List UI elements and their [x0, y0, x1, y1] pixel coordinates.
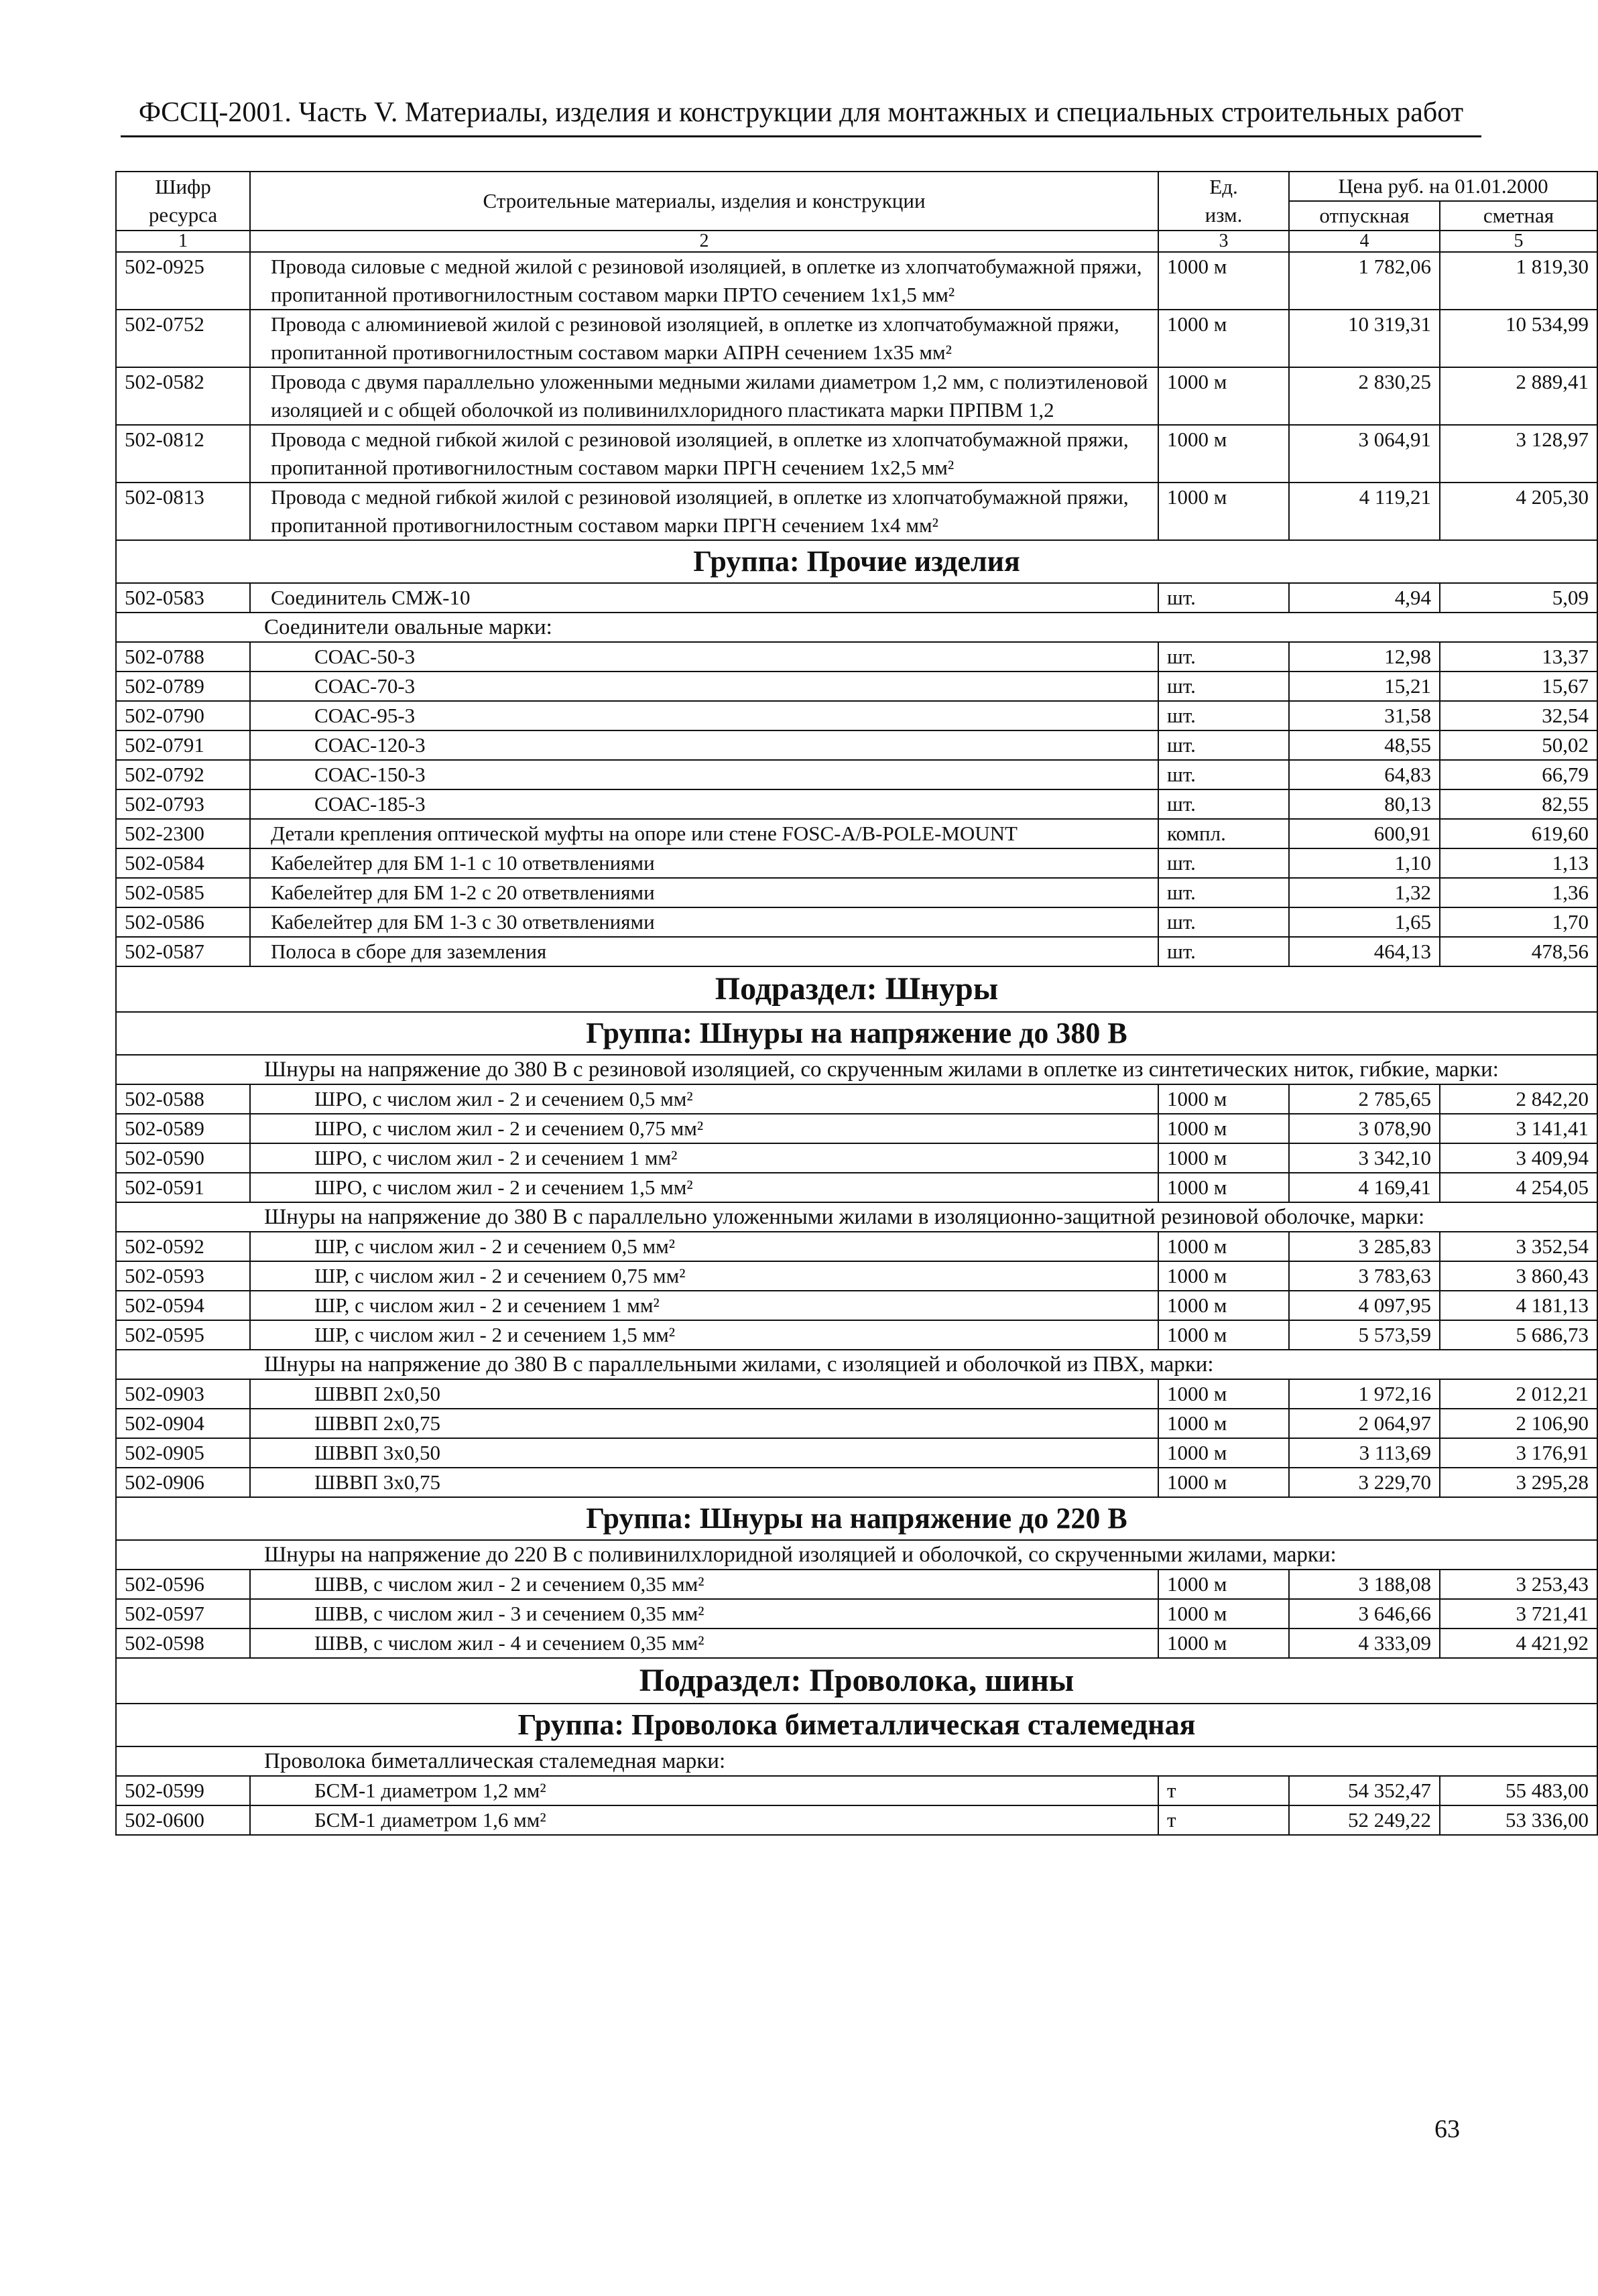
resource-code: 502-0904: [116, 1409, 250, 1438]
unit-of-measure: 1000 м: [1158, 367, 1289, 425]
column-index: 4: [1289, 231, 1440, 252]
material-name: ШВВ, с числом жил - 4 и сечением 0,35 мм²: [250, 1629, 1158, 1658]
resource-code: 502-0589: [116, 1114, 250, 1143]
column-index: 5: [1440, 231, 1597, 252]
material-name: ШВВП 2х0,50: [250, 1379, 1158, 1409]
unit-of-measure: 1000 м: [1158, 1114, 1289, 1143]
header-unit-line1: Ед.: [1209, 175, 1238, 198]
header-price: Цена руб. на 01.01.2000: [1289, 172, 1597, 201]
release-price: 15,21: [1289, 672, 1440, 701]
unit-of-measure: шт.: [1158, 878, 1289, 907]
resource-code: 502-0600: [116, 1805, 250, 1835]
unit-of-measure: 1000 м: [1158, 1409, 1289, 1438]
subsection-heading-row: [116, 966, 1597, 1012]
subgroup-label: Шнуры на напряжение до 380 В с параллельно уложенными жилами в изоляционно-защитной резиновой оболочке, марки:: [116, 1202, 1597, 1232]
unit-of-measure: 1000 м: [1158, 310, 1289, 367]
unit-of-measure: 1000 м: [1158, 1438, 1289, 1468]
resource-code: 502-0586: [116, 907, 250, 937]
resource-code: 502-0793: [116, 789, 250, 819]
resource-code: 502-2300: [116, 819, 250, 848]
material-name: Детали крепления оптической муфты на опоре или стене FOSC-A/B-POLE-MOUNT: [250, 819, 1158, 848]
material-name: ШР, с числом жил - 2 и сечением 0,75 мм²: [250, 1261, 1158, 1291]
material-name: Соединитель СМЖ-10: [250, 583, 1158, 613]
table-row: [116, 701, 1597, 730]
group-heading-row: [116, 540, 1597, 583]
resource-code: 502-0587: [116, 937, 250, 966]
release-price: 4 333,09: [1289, 1629, 1440, 1658]
table-row: [116, 1805, 1597, 1835]
unit-of-measure: 1000 м: [1158, 1570, 1289, 1599]
table-row: [116, 252, 1597, 310]
header-release: отпускная: [1289, 201, 1440, 231]
estimate-price: 2 842,20: [1440, 1084, 1597, 1114]
estimate-price: 13,37: [1440, 642, 1597, 672]
unit-of-measure: шт.: [1158, 907, 1289, 937]
resource-code: 502-0582: [116, 367, 250, 425]
estimate-price: 1,70: [1440, 907, 1597, 937]
estimate-price: 4 254,05: [1440, 1173, 1597, 1202]
estimate-price: 4 181,13: [1440, 1291, 1597, 1320]
estimate-price: 10 534,99: [1440, 310, 1597, 367]
release-price: 3 646,66: [1289, 1599, 1440, 1629]
release-price: 3 342,10: [1289, 1143, 1440, 1173]
estimate-price: 3 295,28: [1440, 1468, 1597, 1497]
release-price: 10 319,31: [1289, 310, 1440, 367]
material-name: СОАС-95-3: [250, 701, 1158, 730]
resource-code: 502-0812: [116, 425, 250, 483]
resource-code: 502-0591: [116, 1173, 250, 1202]
estimate-price: 53 336,00: [1440, 1805, 1597, 1835]
table-row: [116, 310, 1597, 367]
table-row: [116, 937, 1597, 966]
table-row: [116, 819, 1597, 848]
unit-of-measure: 1000 м: [1158, 1143, 1289, 1173]
estimate-price: 3 176,91: [1440, 1438, 1597, 1468]
resource-code: 502-0752: [116, 310, 250, 367]
resource-code: 502-0789: [116, 672, 250, 701]
release-price: 600,91: [1289, 819, 1440, 848]
table-row: [116, 483, 1597, 540]
estimate-price: 2 012,21: [1440, 1379, 1597, 1409]
estimate-price: 5 686,73: [1440, 1320, 1597, 1350]
header-code-line1: Шифр: [155, 175, 211, 198]
release-price: 1,32: [1289, 878, 1440, 907]
header-name: Строительные материалы, изделия и конструкции: [250, 172, 1158, 231]
column-index: 3: [1158, 231, 1289, 252]
resource-code: 502-0594: [116, 1291, 250, 1320]
resource-code: 502-0584: [116, 848, 250, 878]
resource-code: 502-0791: [116, 730, 250, 760]
unit-of-measure: 1000 м: [1158, 1084, 1289, 1114]
unit-of-measure: шт.: [1158, 730, 1289, 760]
estimate-price: 3 352,54: [1440, 1232, 1597, 1261]
group-heading-row: [116, 1704, 1597, 1746]
resource-code: 502-0598: [116, 1629, 250, 1658]
unit-of-measure: 1000 м: [1158, 1379, 1289, 1409]
release-price: 3 113,69: [1289, 1438, 1440, 1468]
release-price: 4,94: [1289, 583, 1440, 613]
unit-of-measure: шт.: [1158, 789, 1289, 819]
unit-of-measure: 1000 м: [1158, 1320, 1289, 1350]
header-code: [116, 172, 250, 231]
price-table: [115, 171, 1598, 1836]
table-row: [116, 1143, 1597, 1173]
material-name: Провода с медной гибкой жилой с резиновой изоляцией, в оплетке из хлопчатобумажной пряжи, пропитанной противогнилостным составом марки ПРГН сечением 1х4 мм²: [250, 483, 1158, 540]
header-unit: [1158, 172, 1289, 231]
table-row: [116, 1409, 1597, 1438]
release-price: 4 169,41: [1289, 1173, 1440, 1202]
release-price: 12,98: [1289, 642, 1440, 672]
subsection-heading-row: [116, 1658, 1597, 1704]
unit-of-measure: 1000 м: [1158, 425, 1289, 483]
material-name: Провода с алюминиевой жилой с резиновой изоляцией, в оплетке из хлопчатобумажной пряжи, пропитанной противогнилостным составом марки АПРН сечением 1х35 мм²: [250, 310, 1158, 367]
unit-of-measure: шт.: [1158, 583, 1289, 613]
release-price: 3 064,91: [1289, 425, 1440, 483]
release-price: 2 785,65: [1289, 1084, 1440, 1114]
column-index: 1: [116, 231, 250, 252]
subgroup-label-row: [116, 1055, 1597, 1084]
material-name: ШР, с числом жил - 2 и сечением 1,5 мм²: [250, 1320, 1158, 1350]
table-row: [116, 1261, 1597, 1291]
estimate-price: 5,09: [1440, 583, 1597, 613]
resource-code: 502-0595: [116, 1320, 250, 1350]
table-row: [116, 367, 1597, 425]
estimate-price: 32,54: [1440, 701, 1597, 730]
table-row: [116, 789, 1597, 819]
estimate-price: 3 860,43: [1440, 1261, 1597, 1291]
unit-of-measure: т: [1158, 1776, 1289, 1805]
table-row: [116, 1599, 1597, 1629]
table-row: [116, 907, 1597, 937]
material-name: ШРО, с числом жил - 2 и сечением 1 мм²: [250, 1143, 1158, 1173]
unit-of-measure: компл.: [1158, 819, 1289, 848]
resource-code: 502-0597: [116, 1599, 250, 1629]
table-row: [116, 1468, 1597, 1497]
material-name: СОАС-150-3: [250, 760, 1158, 789]
header-code-line2: ресурса: [148, 203, 218, 227]
unit-of-measure: шт.: [1158, 937, 1289, 966]
release-price: 3 229,70: [1289, 1468, 1440, 1497]
material-name: СОАС-120-3: [250, 730, 1158, 760]
release-price: 31,58: [1289, 701, 1440, 730]
resource-code: 502-0592: [116, 1232, 250, 1261]
estimate-price: 2 889,41: [1440, 367, 1597, 425]
unit-of-measure: 1000 м: [1158, 483, 1289, 540]
table-row: [116, 1438, 1597, 1468]
release-price: 52 249,22: [1289, 1805, 1440, 1835]
table-body: [116, 252, 1597, 1835]
material-name: ШВВП 2х0,75: [250, 1409, 1158, 1438]
material-name: ШР, с числом жил - 2 и сечением 0,5 мм²: [250, 1232, 1158, 1261]
resource-code: 502-0903: [116, 1379, 250, 1409]
unit-of-measure: 1000 м: [1158, 1629, 1289, 1658]
release-price: 64,83: [1289, 760, 1440, 789]
table-row: [116, 583, 1597, 613]
estimate-price: 3 721,41: [1440, 1599, 1597, 1629]
material-name: ШРО, с числом жил - 2 и сечением 0,75 мм²: [250, 1114, 1158, 1143]
estimate-price: 478,56: [1440, 937, 1597, 966]
subgroup-label: Шнуры на напряжение до 380 В с параллельными жилами, с изоляцией и оболочкой из ПВХ, марки:: [116, 1350, 1597, 1379]
estimate-price: 1,36: [1440, 878, 1597, 907]
release-price: 4 097,95: [1289, 1291, 1440, 1320]
resource-code: 502-0585: [116, 878, 250, 907]
subgroup-label-row: [116, 1350, 1597, 1379]
table-row: [116, 1570, 1597, 1599]
resource-code: 502-0813: [116, 483, 250, 540]
resource-code: 502-0599: [116, 1776, 250, 1805]
resource-code: 502-0906: [116, 1468, 250, 1497]
resource-code: 502-0588: [116, 1084, 250, 1114]
resource-code: 502-0788: [116, 642, 250, 672]
estimate-price: 4 205,30: [1440, 483, 1597, 540]
group-heading: Группа: Шнуры на напряжение до 220 В: [116, 1497, 1597, 1540]
unit-of-measure: 1000 м: [1158, 252, 1289, 310]
table-row: [116, 760, 1597, 789]
material-name: БСМ-1 диаметром 1,2 мм²: [250, 1776, 1158, 1805]
table-row: [116, 848, 1597, 878]
table-row: [116, 730, 1597, 760]
table-row: [116, 1629, 1597, 1658]
material-name: Провода силовые с медной жилой с резиновой изоляцией, в оплетке из хлопчатобумажной пряжи, пропитанной противогнилостным составом марки ПРТО сечением 1х1,5 мм²: [250, 252, 1158, 310]
subsection-heading: Подраздел: Шнуры: [116, 966, 1597, 1012]
unit-of-measure: 1000 м: [1158, 1173, 1289, 1202]
group-heading-row: [116, 1497, 1597, 1540]
subsection-heading: Подраздел: Проволока, шины: [116, 1658, 1597, 1704]
subgroup-label: Проволока биметаллическая сталемедная марки:: [116, 1746, 1597, 1776]
release-price: 1,10: [1289, 848, 1440, 878]
table-row: [116, 1379, 1597, 1409]
group-heading: Группа: Прочие изделия: [116, 540, 1597, 583]
estimate-price: 66,79: [1440, 760, 1597, 789]
resource-code: 502-0590: [116, 1143, 250, 1173]
subgroup-label-row: [116, 1202, 1597, 1232]
table-row: [116, 672, 1597, 701]
table-row: [116, 1776, 1597, 1805]
material-name: ШВВП 3х0,50: [250, 1438, 1158, 1468]
release-price: 2 064,97: [1289, 1409, 1440, 1438]
release-price: 3 188,08: [1289, 1570, 1440, 1599]
table-row: [116, 642, 1597, 672]
table-row: [116, 1232, 1597, 1261]
estimate-price: 15,67: [1440, 672, 1597, 701]
unit-of-measure: шт.: [1158, 672, 1289, 701]
material-name: ШРО, с числом жил - 2 и сечением 1,5 мм²: [250, 1173, 1158, 1202]
material-name: СОАС-185-3: [250, 789, 1158, 819]
table-row: [116, 1291, 1597, 1320]
table-row: [116, 1114, 1597, 1143]
group-heading-row: [116, 1012, 1597, 1055]
material-name: Кабелейтер для БМ 1-1 с 10 ответвлениями: [250, 848, 1158, 878]
release-price: 1 972,16: [1289, 1379, 1440, 1409]
subgroup-label-row: [116, 1746, 1597, 1776]
estimate-price: 50,02: [1440, 730, 1597, 760]
subgroup-label: Соединители овальные марки:: [116, 613, 1597, 642]
estimate-price: 55 483,00: [1440, 1776, 1597, 1805]
group-heading: Группа: Проволока биметаллическая сталемедная: [116, 1704, 1597, 1746]
resource-code: 502-0905: [116, 1438, 250, 1468]
unit-of-measure: 1000 м: [1158, 1599, 1289, 1629]
release-price: 2 830,25: [1289, 367, 1440, 425]
header-unit-line2: изм.: [1205, 203, 1243, 227]
subgroup-label-row: [116, 613, 1597, 642]
table-head: [116, 172, 1597, 252]
header-estimate: сметная: [1440, 201, 1597, 231]
resource-code: 502-0596: [116, 1570, 250, 1599]
material-name: Кабелейтер для БМ 1-2 с 20 ответвлениями: [250, 878, 1158, 907]
estimate-price: 2 106,90: [1440, 1409, 1597, 1438]
release-price: 3 285,83: [1289, 1232, 1440, 1261]
estimate-price: 619,60: [1440, 819, 1597, 848]
estimate-price: 1,13: [1440, 848, 1597, 878]
release-price: 54 352,47: [1289, 1776, 1440, 1805]
material-name: Полоса в сборе для заземления: [250, 937, 1158, 966]
material-name: ШВВП 3х0,75: [250, 1468, 1158, 1497]
unit-of-measure: т: [1158, 1805, 1289, 1835]
release-price: 80,13: [1289, 789, 1440, 819]
subgroup-label: Шнуры на напряжение до 380 В с резиновой изоляцией, со скрученным жилами в оплетке из синтетических ниток, гибкие, марки:: [116, 1055, 1597, 1084]
material-name: Кабелейтер для БМ 1-3 с 30 ответвлениями: [250, 907, 1158, 937]
unit-of-measure: шт.: [1158, 642, 1289, 672]
material-name: ШРО, с числом жил - 2 и сечением 0,5 мм²: [250, 1084, 1158, 1114]
material-name: ШР, с числом жил - 2 и сечением 1 мм²: [250, 1291, 1158, 1320]
table-row: [116, 1084, 1597, 1114]
estimate-price: 3 409,94: [1440, 1143, 1597, 1173]
table-row: [116, 878, 1597, 907]
unit-of-measure: 1000 м: [1158, 1291, 1289, 1320]
material-name: СОАС-70-3: [250, 672, 1158, 701]
release-price: 48,55: [1289, 730, 1440, 760]
unit-of-measure: шт.: [1158, 760, 1289, 789]
table-row: [116, 1320, 1597, 1350]
estimate-price: 3 253,43: [1440, 1570, 1597, 1599]
material-name: Провода с двумя параллельно уложенными медными жилами диаметром 1,2 мм, с полиэтиленовой изоляцией и с общей оболочкой из поливинилхлоридного пластиката марки ПРПВМ 1,2: [250, 367, 1158, 425]
release-price: 464,13: [1289, 937, 1440, 966]
estimate-price: 82,55: [1440, 789, 1597, 819]
resource-code: 502-0583: [116, 583, 250, 613]
release-price: 3 783,63: [1289, 1261, 1440, 1291]
unit-of-measure: 1000 м: [1158, 1468, 1289, 1497]
group-heading: Группа: Шнуры на напряжение до 380 В: [116, 1012, 1597, 1055]
material-name: ШВВ, с числом жил - 2 и сечением 0,35 мм²: [250, 1570, 1158, 1599]
estimate-price: 1 819,30: [1440, 252, 1597, 310]
material-name: ШВВ, с числом жил - 3 и сечением 0,35 мм²: [250, 1599, 1158, 1629]
column-index-row: [116, 231, 1597, 252]
table-row: [116, 425, 1597, 483]
page-number: 63: [1434, 2115, 1460, 2143]
unit-of-measure: шт.: [1158, 848, 1289, 878]
estimate-price: 3 141,41: [1440, 1114, 1597, 1143]
unit-of-measure: шт.: [1158, 701, 1289, 730]
resource-code: 502-0792: [116, 760, 250, 789]
resource-code: 502-0593: [116, 1261, 250, 1291]
column-index: 2: [250, 231, 1158, 252]
table-row: [116, 1173, 1597, 1202]
subgroup-label: Шнуры на напряжение до 220 В с поливинилхлоридной изоляцией и оболочкой, со скрученными жилами, марки:: [116, 1540, 1597, 1570]
release-price: 1,65: [1289, 907, 1440, 937]
material-name: БСМ-1 диаметром 1,6 мм²: [250, 1805, 1158, 1835]
page-header: ФССЦ-2001. Часть V. Материалы, изделия и конструкции для монтажных и специальных строительных работ: [121, 94, 1481, 137]
subgroup-label-row: [116, 1540, 1597, 1570]
material-name: Провода с медной гибкой жилой с резиновой изоляцией, в оплетке из хлопчатобумажной пряжи, пропитанной противогнилостным составом марки ПРГН сечением 1х2,5 мм²: [250, 425, 1158, 483]
release-price: 3 078,90: [1289, 1114, 1440, 1143]
release-price: 1 782,06: [1289, 252, 1440, 310]
release-price: 5 573,59: [1289, 1320, 1440, 1350]
resource-code: 502-0925: [116, 252, 250, 310]
unit-of-measure: 1000 м: [1158, 1232, 1289, 1261]
release-price: 4 119,21: [1289, 483, 1440, 540]
estimate-price: 3 128,97: [1440, 425, 1597, 483]
resource-code: 502-0790: [116, 701, 250, 730]
unit-of-measure: 1000 м: [1158, 1261, 1289, 1291]
estimate-price: 4 421,92: [1440, 1629, 1597, 1658]
material-name: СОАС-50-3: [250, 642, 1158, 672]
